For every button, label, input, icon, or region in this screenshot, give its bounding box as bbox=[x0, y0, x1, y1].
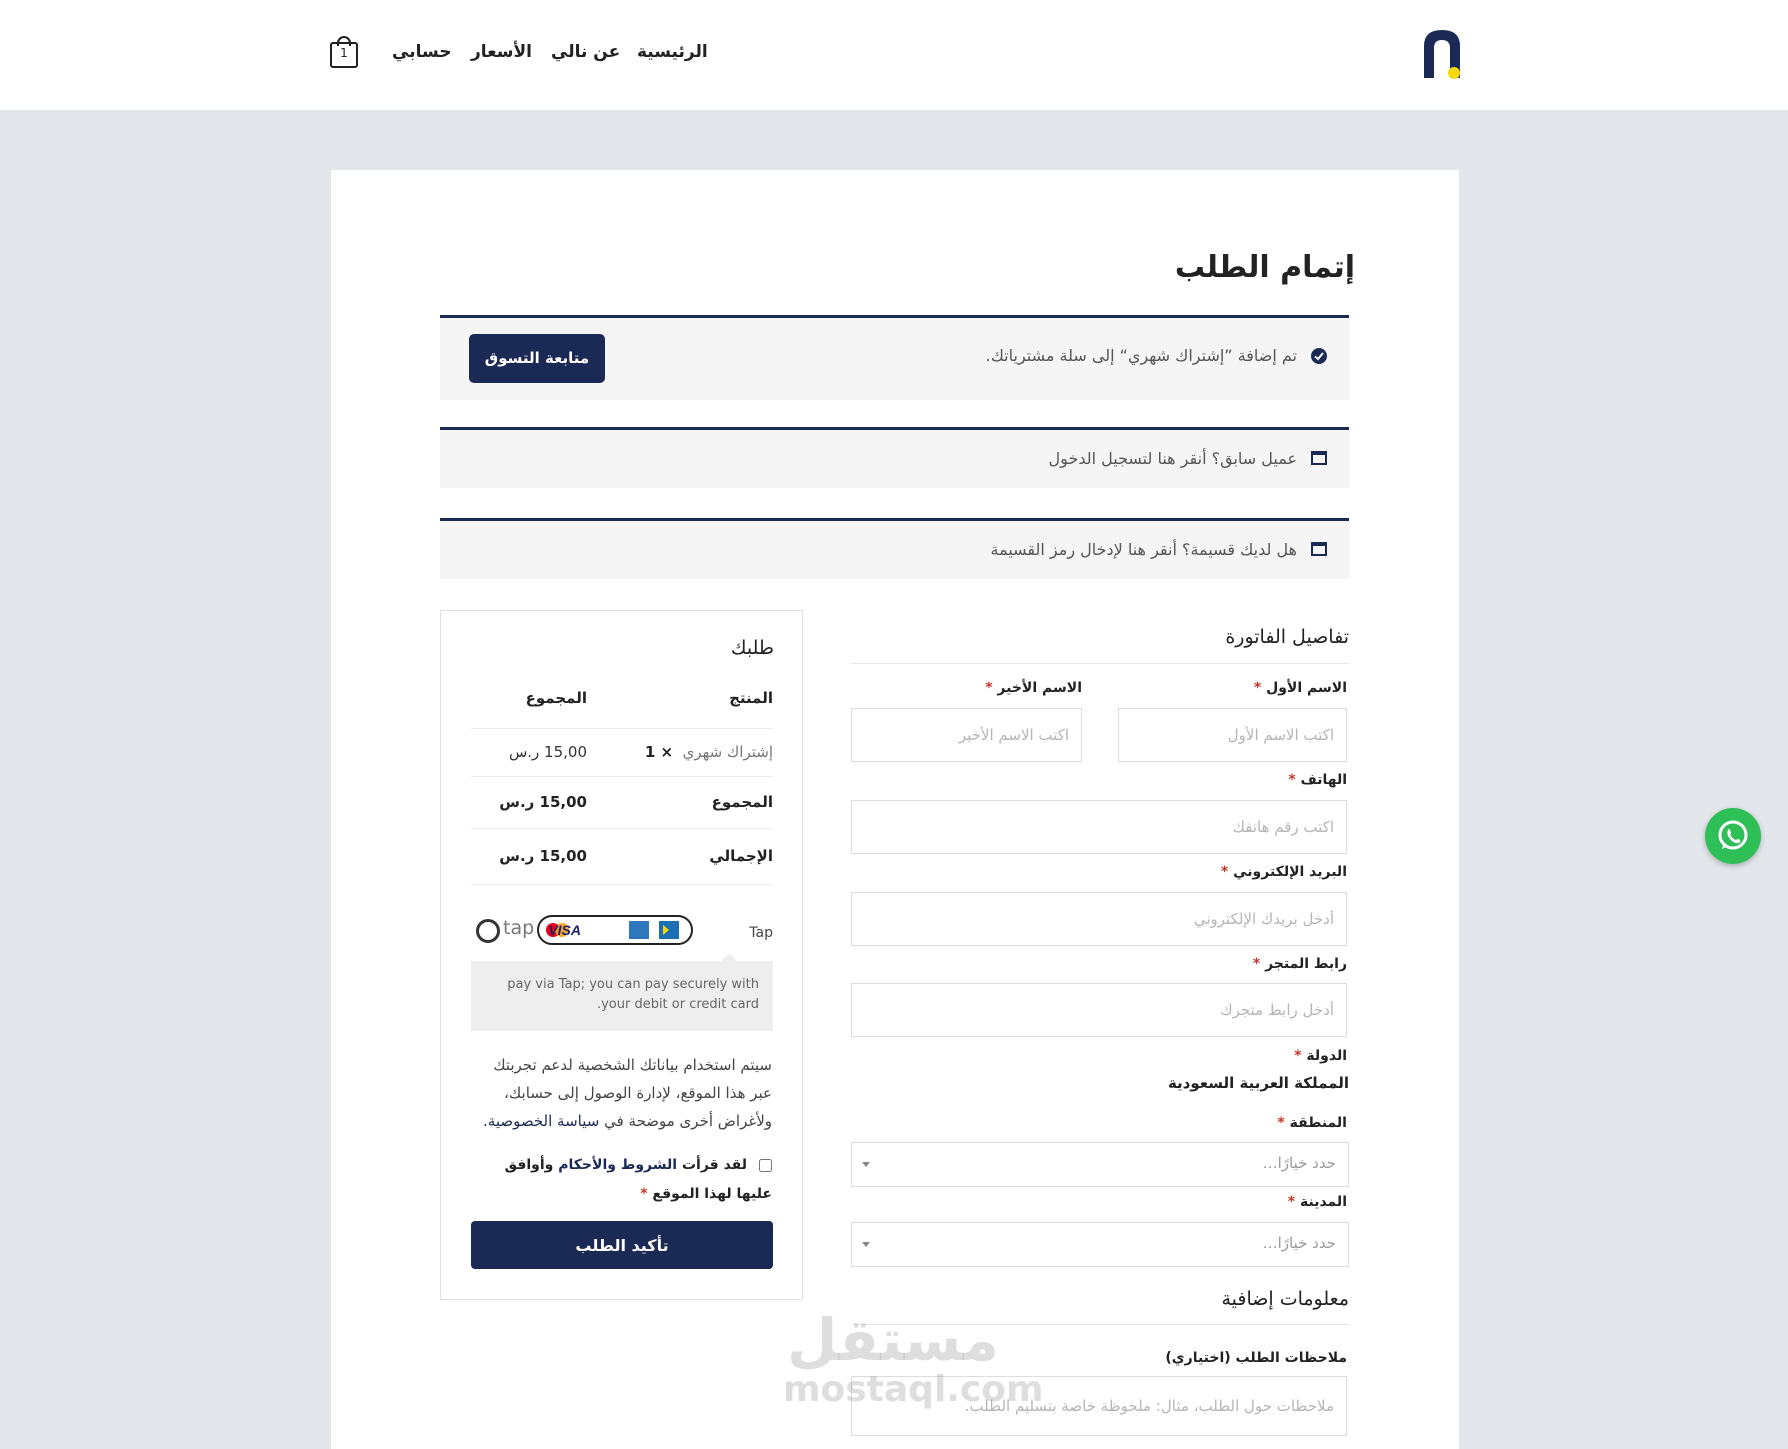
store-url-label: رابط المتجر * bbox=[1252, 956, 1347, 972]
country-label: الدولة * bbox=[1294, 1048, 1347, 1064]
item-name: إشتراك شهري × 1 bbox=[644, 743, 773, 761]
privacy-policy-link[interactable]: سياسة الخصوصية. bbox=[483, 1112, 600, 1130]
phone-input[interactable] bbox=[851, 800, 1347, 854]
page-title: إتمام الطلب bbox=[1174, 250, 1355, 285]
terms-link[interactable]: الشروط والأحكام bbox=[558, 1157, 678, 1173]
region-label: المنطقة * bbox=[1277, 1115, 1347, 1131]
nav-account[interactable]: حسابي bbox=[392, 42, 452, 62]
privacy-notice: سيتم استخدام بياناتك الشخصية لدعم تجربتك عبر هذا الموقع، لإدارة الوصول إلى حسابك، ولأغراض أخرى موضحة في سياسة الخصوصية. bbox=[483, 1056, 772, 1130]
coupon-notice[interactable] bbox=[440, 518, 1349, 579]
chevron-down-icon bbox=[862, 1242, 870, 1247]
cart-button[interactable] bbox=[330, 36, 358, 68]
additional-heading: معلومات إضافية bbox=[1221, 1288, 1349, 1310]
total-row bbox=[471, 829, 773, 885]
payment-description: pay via Tap; you can pay securely with your debit or credit card. bbox=[471, 961, 773, 1031]
whatsapp-button[interactable] bbox=[1705, 808, 1761, 864]
coupon-link-text[interactable]: هل لديك قسيمة؟ أنقر هنا لإدخال رمز القسيمة bbox=[990, 540, 1297, 559]
card-brand-icons bbox=[539, 917, 691, 943]
login-notice[interactable] bbox=[440, 427, 1349, 488]
svg-text:VISA: VISA bbox=[548, 922, 581, 938]
window-icon bbox=[1311, 450, 1327, 466]
city-placeholder: حدد خيارًا… bbox=[1262, 1234, 1336, 1252]
region-select[interactable] bbox=[851, 1142, 1349, 1187]
payment-method-tap[interactable] bbox=[471, 911, 773, 1061]
check-circle-icon bbox=[1311, 348, 1327, 364]
window-icon bbox=[1311, 541, 1327, 557]
phone-label: الهاتف * bbox=[1288, 772, 1347, 788]
col-total: المجموع bbox=[525, 689, 587, 707]
chevron-down-icon bbox=[862, 1162, 870, 1167]
last-name-label: الاسم الأخير * bbox=[985, 680, 1082, 696]
continue-shopping-button[interactable]: متابعة التسوق bbox=[469, 334, 605, 383]
order-heading: طلبك bbox=[730, 637, 774, 659]
tap-logo-text: tap bbox=[503, 917, 535, 939]
nav-home[interactable]: الرئيسية bbox=[637, 42, 708, 62]
billing-divider bbox=[851, 663, 1349, 664]
nav-about[interactable]: عن نالي bbox=[551, 42, 621, 62]
terms-checkbox[interactable] bbox=[759, 1159, 772, 1172]
first-name-input[interactable] bbox=[1118, 708, 1347, 762]
tap-logo-icon bbox=[476, 919, 500, 943]
first-name-label: الاسم الأول * bbox=[1253, 680, 1347, 696]
site-header bbox=[0, 0, 1788, 110]
nali-logo[interactable] bbox=[1422, 28, 1462, 80]
payment-label: Tap bbox=[749, 925, 773, 941]
card-brands bbox=[537, 915, 693, 945]
city-label: المدينة * bbox=[1287, 1194, 1347, 1210]
place-order-button[interactable]: تأكيد الطلب bbox=[471, 1221, 773, 1269]
cart-count: 1 bbox=[340, 46, 348, 60]
required-mark: * bbox=[640, 1186, 648, 1202]
desc-arrow bbox=[721, 953, 737, 961]
region-placeholder: حدد خيارًا… bbox=[1262, 1154, 1336, 1172]
total-label: الإجمالي bbox=[709, 847, 773, 865]
billing-heading: تفاصيل الفاتورة bbox=[1225, 626, 1349, 648]
last-name-input[interactable] bbox=[851, 708, 1082, 762]
city-select[interactable] bbox=[851, 1222, 1349, 1267]
cart-added-text: تم إضافة ”إشتراك شهري“ إلى سلة مشترياتك. bbox=[985, 346, 1297, 365]
subtotal-row bbox=[471, 777, 773, 829]
notes-label: ملاحظات الطلب (اختياري) bbox=[1165, 1350, 1347, 1366]
total-value: 15,00 ر.س bbox=[499, 847, 587, 865]
cart-added-notice bbox=[440, 315, 1349, 400]
subtotal-label: المجموع bbox=[711, 793, 773, 811]
order-summary bbox=[440, 610, 803, 1300]
email-label: البريد الإلكتروني * bbox=[1220, 864, 1347, 880]
whatsapp-icon bbox=[1705, 808, 1761, 864]
country-value: المملكة العربية السعودية bbox=[1167, 1074, 1349, 1092]
store-url-input[interactable] bbox=[851, 983, 1347, 1037]
item-total: 15,00 ر.س bbox=[508, 743, 587, 761]
col-product: المنتج bbox=[729, 689, 773, 707]
order-item-row bbox=[471, 729, 773, 777]
subtotal-value: 15,00 ر.س bbox=[499, 793, 587, 811]
terms-row: لقد قرأت الشروط والأحكام وأوافق عليها لهذا الموقع * bbox=[504, 1157, 772, 1202]
email-input[interactable] bbox=[851, 892, 1347, 946]
login-link-text[interactable]: عميل سابق؟ أنقر هنا لتسجيل الدخول bbox=[1048, 449, 1297, 468]
order-header-row bbox=[471, 689, 773, 729]
nav-prices[interactable]: الأسعار bbox=[471, 42, 532, 62]
watermark: مستقل mostaql.com bbox=[783, 1306, 1044, 1410]
checkout-card bbox=[331, 170, 1459, 1449]
